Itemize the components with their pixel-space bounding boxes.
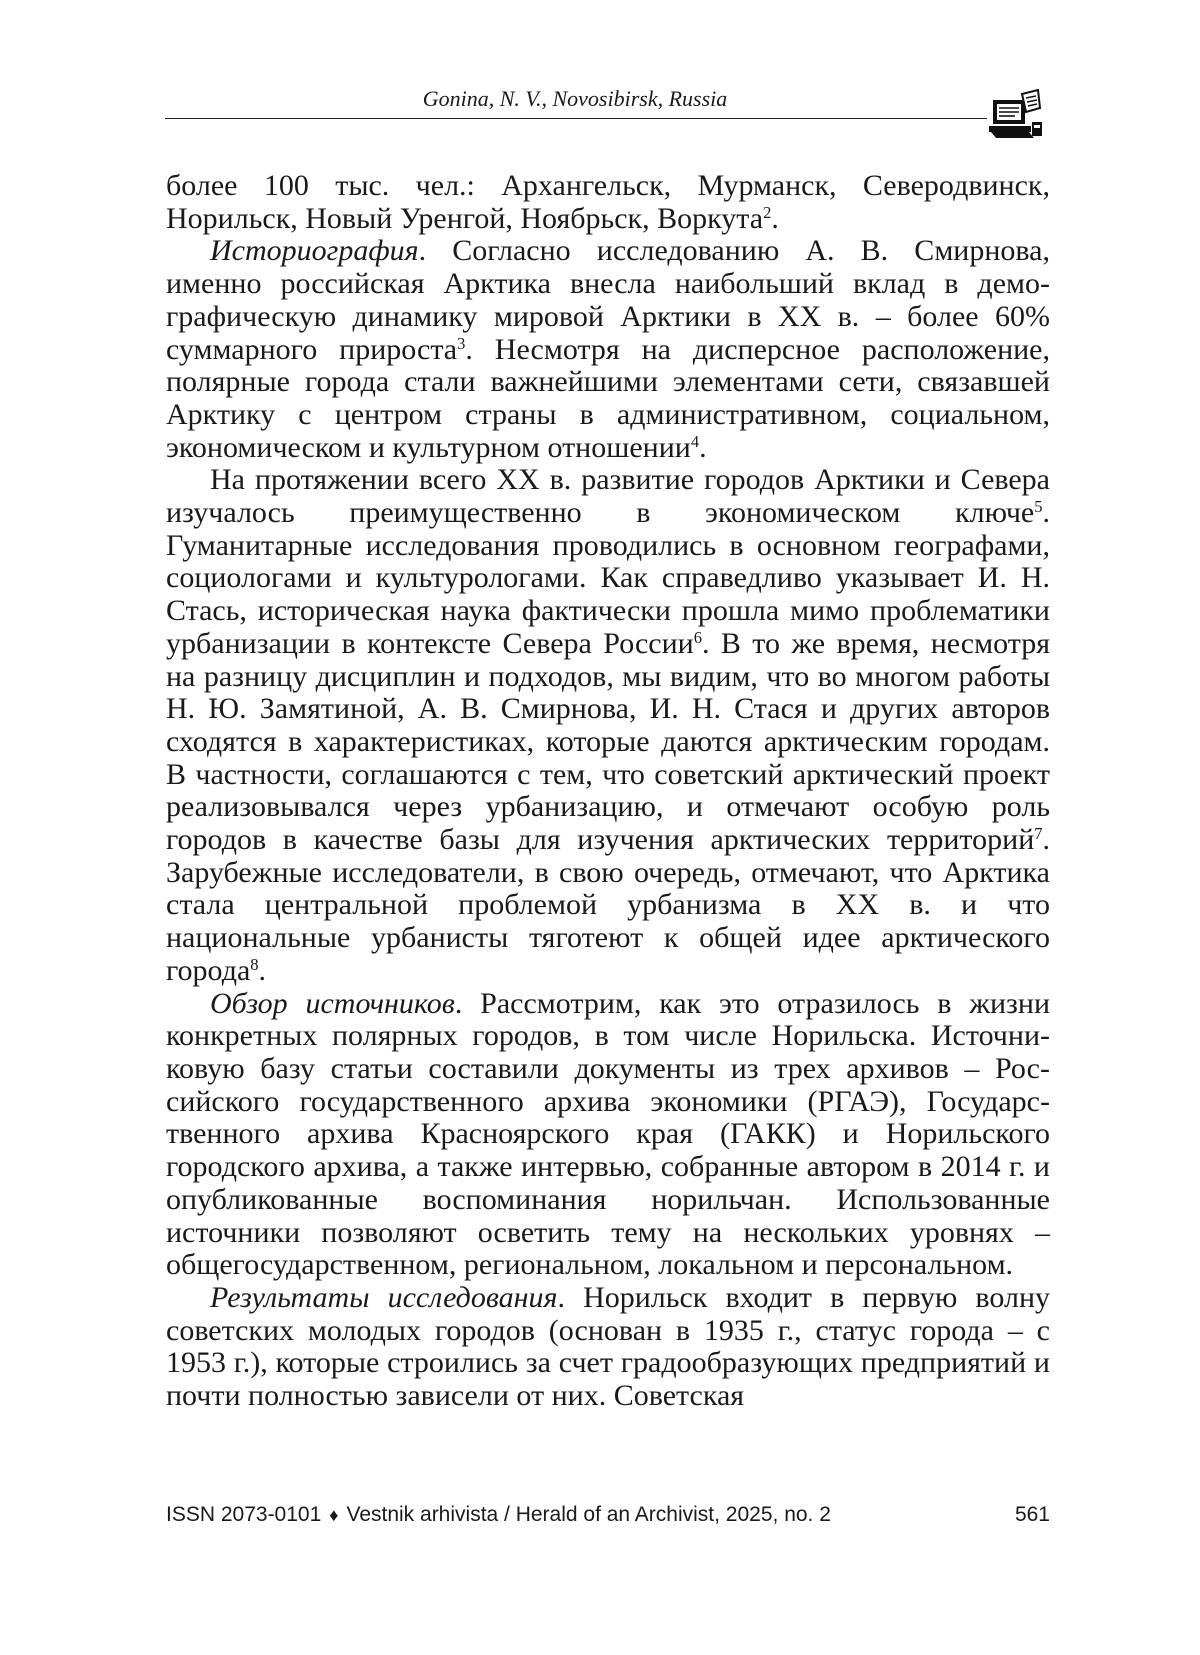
paragraph-results: Результаты исследования. Норильск входит в первую волну советских молодых городов (основан в 1935 г., статус города – с 1953 г.), которые строились за счет градообразующих предприятий и почти полностью зависели от них. Советская [166,1280,1051,1413]
running-head: Gonina, N. V., Novosibirsk, Russia [422,86,728,111]
issn: ISSN 2073-0101 [166,1503,322,1526]
paragraph-historiography: Историография. Согласно исследованию А. В. Смирнова, именно российская Арктика внесла наибольший вклад в демографическую динамику мировой Арктики в XX в. – более 60% суммарного прироста$^3$. Несмотря на дисперсное расположение, полярные города стали важнейшими элементами сети, связавшей Арктику с центром страны в административном, социальном, экономическом и культурном отношении$^4$. [166,234,1050,464]
section-lead: Историография [210,234,419,268]
journal-title: Vestnik arhivista / Herald of an Archivist, 2025, no. 2 [346,1503,831,1526]
footnote-ref: 2 [763,202,772,222]
paragraph-sources: Обзор источников. Рассмотрим, как это отразилось в жизни конкретных полярных городов, в том числе Норильска. Источниковую базу статьи составили документы из трех архивов – Российского государственного архива экономики (РГАЭ), Государственного архива Красноярского края (ГАКК) и Норильского городского архива, а также интервью, собранные автором в 2014 г. и опубликованные воспоминания норильчан. Использованные источники позволяют осветить тему на нескольких уровнях – общегосударственном, региональном, локальном и персональном. [166,986,1051,1282]
footnote-ref: 7 [1034,823,1043,843]
section-lead: Результаты исследования [210,1280,558,1314]
page-footer [166,1502,1050,1528]
footnote-ref: 8 [250,954,259,974]
computer-archive-icon [988,86,1044,142]
footnote-ref: 6 [693,627,702,647]
paragraph-3: На протяжении всего XX в. развитие городов Арктики и Севера изучалось преимущественно в экономическом ключе$^5$. Гуманитарные исследования проводились в основном географами, социологами и культурологами. Как справедливо указывает И. Н. Стась, историческая наука фактически прошла мимо проблематики урбанизации в контексте Севера России$^6$. В то же время, несмотря на разницу дисциплин и подходов, мы видим, что во многом работы Н. Ю. Замятиной, А. В. Смирнова, И. Н. Стася и других авторов сходятся в характеристиках, которые даются арктическим городам. В частности, соглашаются с тем, что советский арктический проект реализовывался через урбанизацию, и отмечают особую роль городов в качестве базы для изучения арктических территорий$^7$. Зарубежные исследователи, в свою очередь, отмечают, что Арктика стала центральной проблемой урбанизма в XX в. и что национальные урбанисты тяготеют к общей идее арктического города$^8$. [166,463,1050,987]
paragraph-1: более 100 тыс. чел.: Архангельск, Мурманск, Северодвинск, Норильск, Новый Уренгой, Ноябрьск, Воркута$^2$. [166,169,1050,235]
diamond-separator-icon: ♦ [329,1505,339,1525]
footnote-ref: 4 [690,431,700,451]
footnote-ref: 3 [457,333,466,353]
footnote-ref: 5 [1034,496,1043,516]
page-number: 561 [1014,1503,1050,1526]
section-lead: Обзор источников [210,986,455,1020]
article-body [166,170,1050,1413]
header-rule [165,118,987,119]
